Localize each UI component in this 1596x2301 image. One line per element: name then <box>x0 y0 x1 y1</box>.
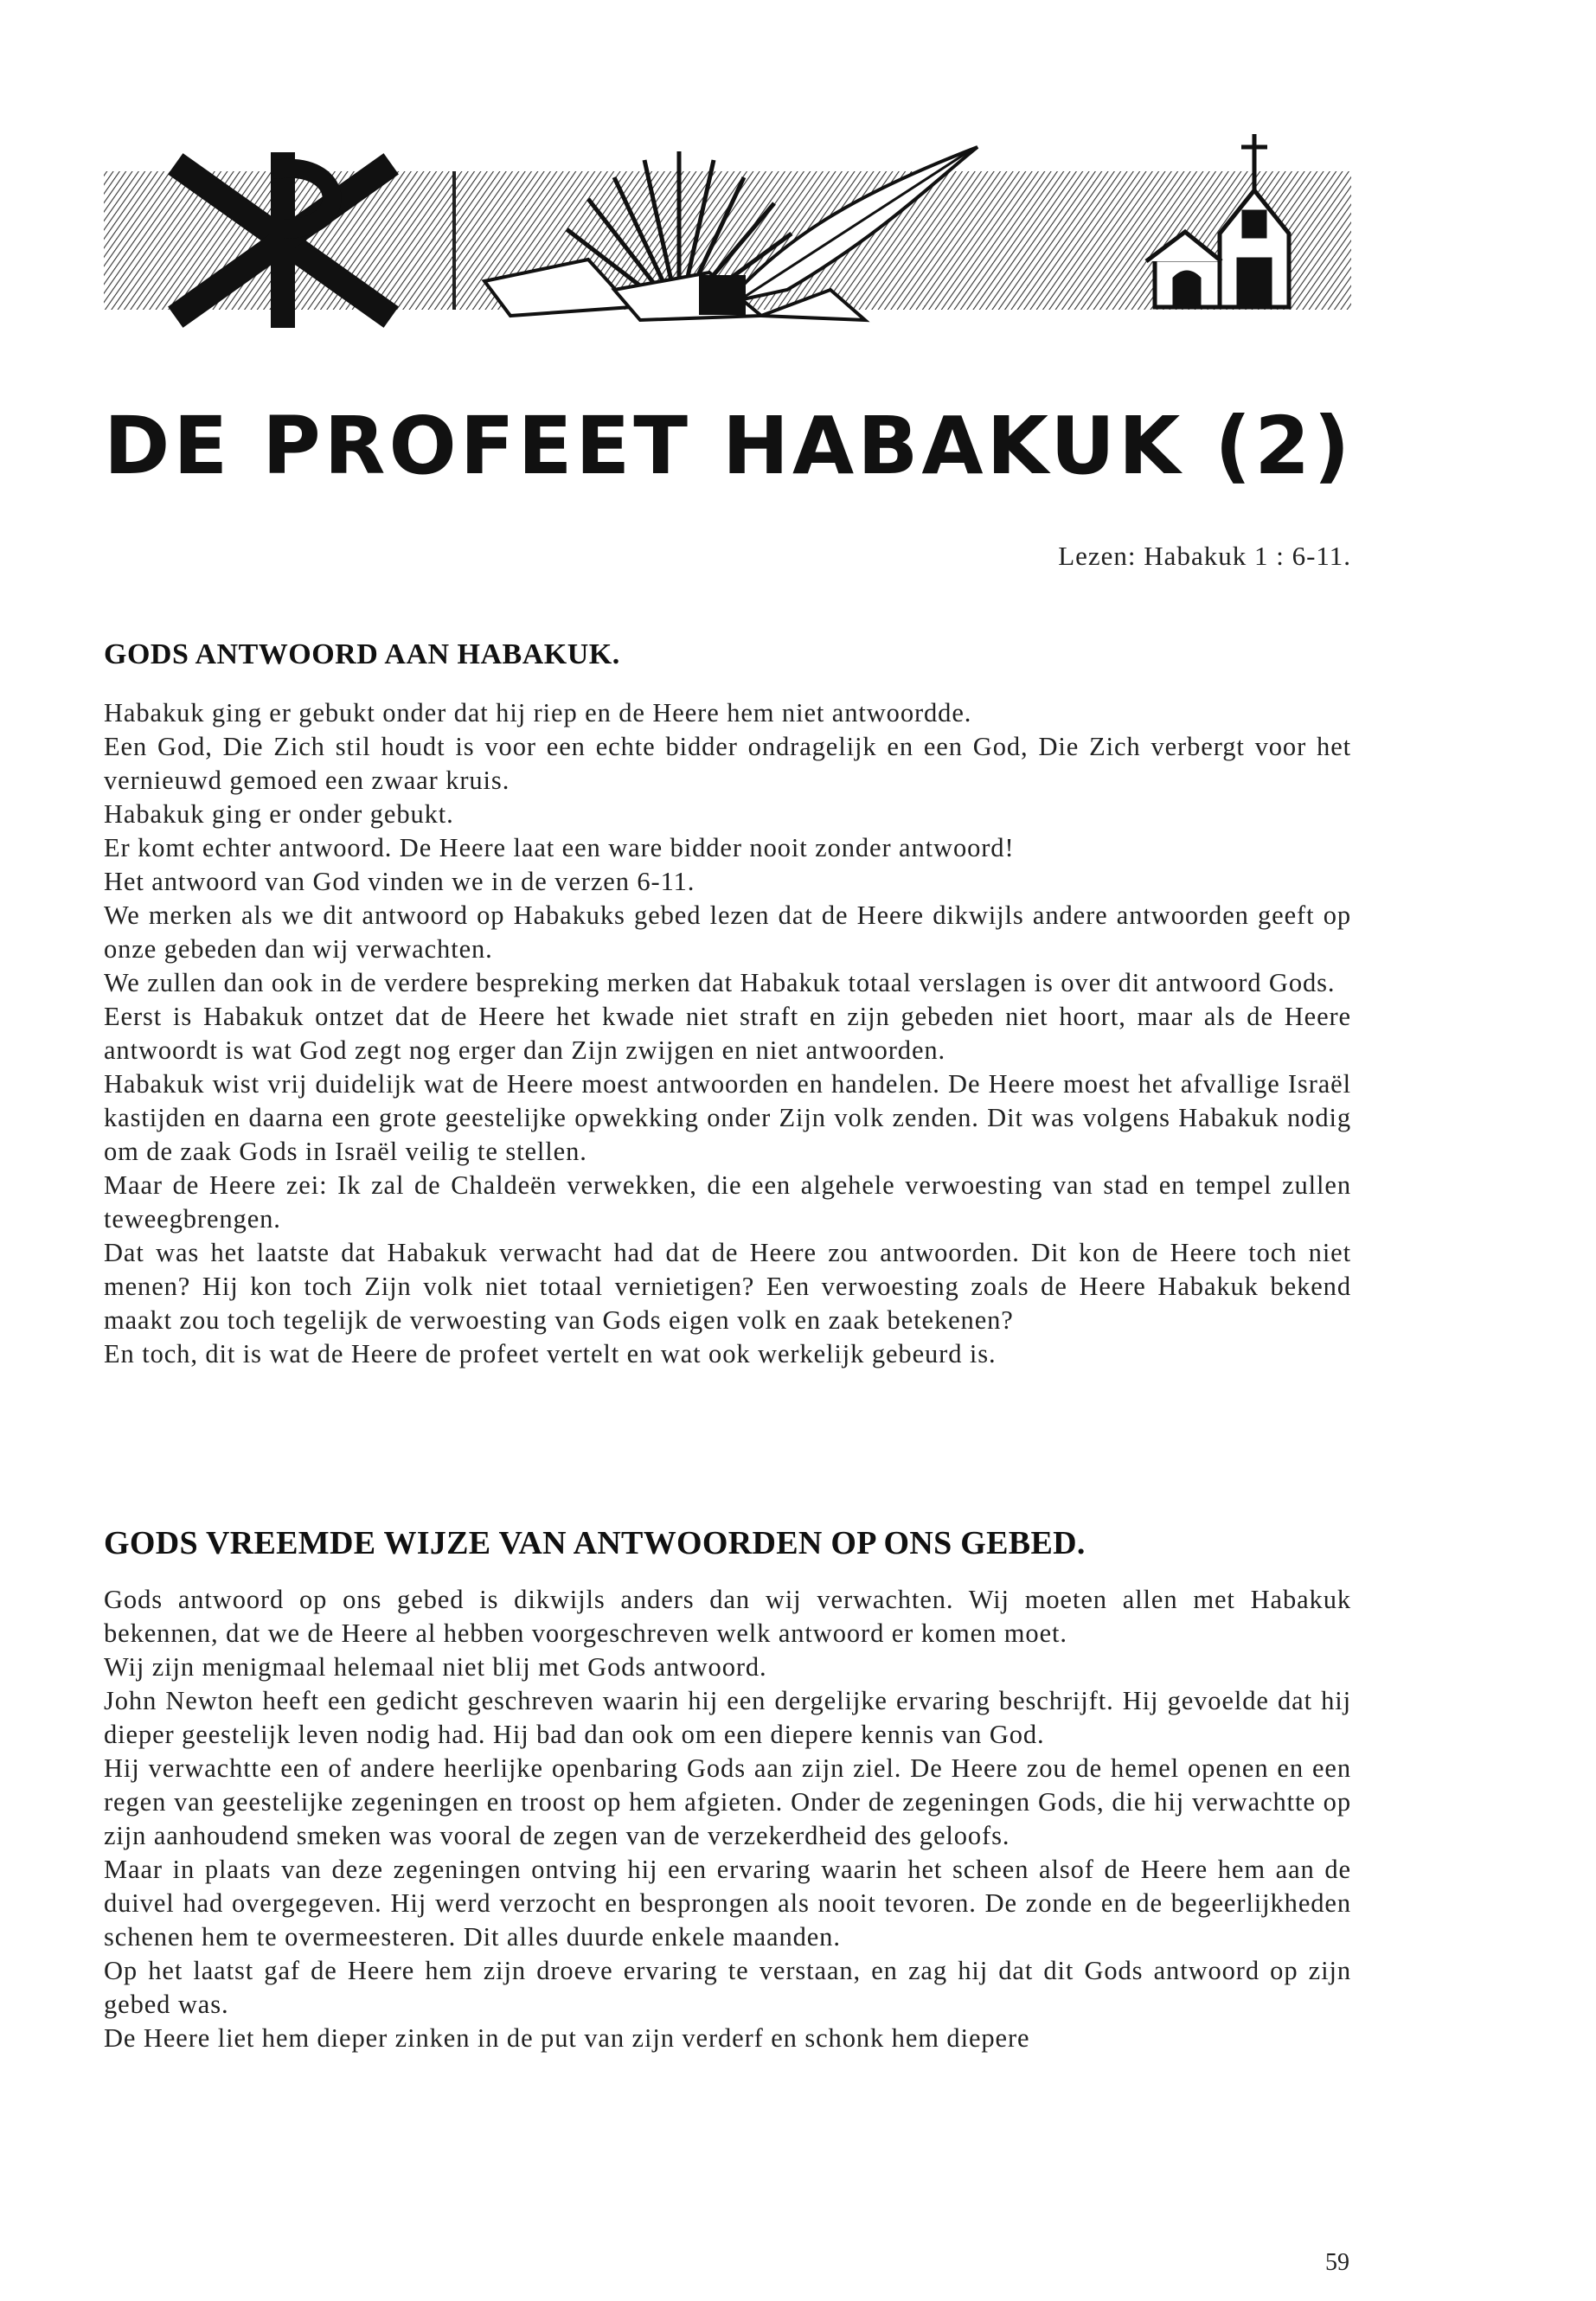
header-banner-illustration <box>104 130 1351 356</box>
paragraph: We zullen dan ook in de verdere bespreking merken dat Habakuk totaal verslagen is over dit antwoord Gods. <box>104 968 1336 997</box>
paragraph: En toch, dit is wat de Heere de profeet vertelt en wat ook werkelijk gebeurd is. <box>104 1339 997 1368</box>
article-title: DE PROFEET HABAKUK (2) <box>104 400 1354 492</box>
reading-reference: Lezen: Habakuk 1 : 6-11. <box>1058 541 1351 571</box>
paragraph: Gods antwoord op ons gebed is dikwijls anders dan wij verwachten. Wij moeten allen met Habakuk bekennen, dat we de Heere al hebben voorgeschreven welk antwoord er komen moet. <box>104 1585 1351 1648</box>
paragraph: Er komt echter antwoord. De Heere laat een ware bidder nooit zonder antwoord! <box>104 833 1015 862</box>
paragraph: Een God, Die Zich stil houdt is voor een echte bidder ondragelijk en een God, Die Zich verbergt voor het vernieuwd gemoed een zwaar kruis. <box>104 732 1351 795</box>
paragraph: John Newton heeft een gedicht geschreven waarin hij een dergelijke ervaring beschrijft. Hij gevoelde dat hij dieper geestelijk leven nodig had. Hij bad dan ook om een diepere kennis van God. <box>104 1686 1351 1749</box>
paragraph: We merken als we dit antwoord op Habakuks gebed lezen dat de Heere dikwijls andere antwoorden geeft op onze gebeden dan wij verwachten. <box>104 901 1351 964</box>
paragraph: Op het laatst gaf de Heere hem zijn droeve ervaring te verstaan, en zag hij dat dit Gods antwoord op zijn gebed was. <box>104 1956 1351 2019</box>
paragraph: De Heere liet hem dieper zinken in de put van zijn verderf en schonk hem diepere <box>104 2023 1030 2053</box>
section-body-gods-vreemde-wijze <box>104 1583 1351 2055</box>
paragraph: Maar de Heere zei: Ik zal de Chaldeën verwekken, die een algehele verwoesting van stad en tempel zullen teweegbrengen. <box>104 1170 1351 1234</box>
paragraph: Habakuk ging er gebukt onder dat hij riep en de Heere hem niet antwoordde. <box>104 698 972 727</box>
section-heading-gods-vreemde-wijze: GODS VREEMDE WIJZE VAN ANTWOORDEN OP ONS GEBED. <box>104 1525 1086 1561</box>
page-number: 59 <box>1325 2249 1349 2276</box>
section-body-gods-antwoord <box>104 696 1351 1371</box>
paragraph: Hij verwachtte een of andere heerlijke openbaring Gods aan zijn ziel. De Heere zou de hemel openen en een regen van geestelijke zegeningen en troost op hem afgieten. Onder de zegeningen Gods, die hij verwachtte op zijn aanhoudend smeken was vooral de zegen van de verzekerdheid des geloofs. <box>104 1753 1351 1850</box>
paragraph: Eerst is Habakuk ontzet dat de Heere het kwade niet straft en zijn gebeden niet hoort, maar als de Heere antwoordt is wat God zegt nog erger dan Zijn zwijgen en niet antwoorden. <box>104 1002 1351 1065</box>
paragraph: Wij zijn menigmaal helemaal niet blij met Gods antwoord. <box>104 1652 767 1682</box>
paragraph: Maar in plaats van deze zegeningen ontving hij een ervaring waarin het scheen alsof de Heere hem aan de duivel had overgegeven. Hij werd verzocht en besprongen als nooit tevoren. De zonde en de begeerlijkheden schenen hem te overmeesteren. Dit alles duurde enkele maanden. <box>104 1855 1351 1952</box>
paragraph: Habakuk ging er onder gebukt. <box>104 799 454 829</box>
section-heading-gods-antwoord: GODS ANTWOORD AAN HABAKUK. <box>104 638 620 670</box>
paragraph: Het antwoord van God vinden we in de verzen 6-11. <box>104 867 695 896</box>
paragraph: Habakuk wist vrij duidelijk wat de Heere moest antwoorden en handelen. De Heere moest het afvallige Israël kastijden en daarna een grote geestelijke opwekking onder Zijn volk zenden. Dit was volgens Habakuk nodig om de zaak Gods in Israël veilig te stellen. <box>104 1069 1351 1166</box>
paragraph: Dat was het laatste dat Habakuk verwacht had dat de Heere zou antwoorden. Dit kon de Heere toch niet menen? Hij kon toch Zijn volk niet totaal vernietigen? Een verwoesting zoals de Heere Habakuk bekend maakt zou toch tegelijk de verwoesting van Gods eigen volk en zaak betekenen? <box>104 1238 1351 1335</box>
